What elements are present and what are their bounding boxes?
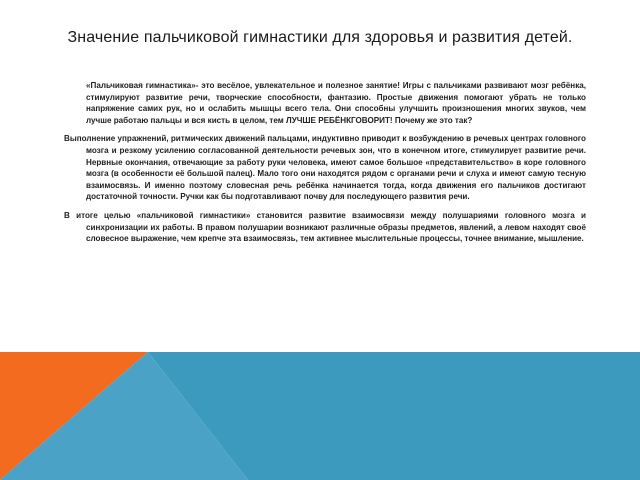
slide-title: Значение пальчиковой гимнастики для здоровья и развития детей. xyxy=(67,29,573,46)
slide-body xyxy=(64,80,586,252)
orange-triangle-shape xyxy=(0,352,148,480)
paragraph-2: Выполнение упражнений, ритмических движений пальцами, индуктивно приводит к возбуждению в речевых центрах головного мозга и резкому усилению согласованной деятельности речевых зон, что в конечном итоге, стимулирует развитие речи. Нервные окончания, отвечающие за работу руки человека, имеют самое большое «представительство» в коре головного мозга (в особенности её большой палец). Мало того они находятся рядом с органами речи и слуха и имеют самую тесную взаимосвязь. И именно поэтому словесная речь ребёнка начинается тогда, когда движения его пальчиков достигают достаточной точности. Ручки как бы подготавливают почву для последующего развития речи. xyxy=(64,134,586,202)
blue-band-shape xyxy=(148,352,640,480)
blue-wedge-shape xyxy=(0,352,248,480)
paragraph-3: В итоге целью «пальчиковой гимнастики» становится развитие взаимосвязи между полушариями головного мозга и синхронизации их работы. В правом полушарии возникают различные образы предметов, явлений, а левом находят своё словесное выражение, чем крепче эта взаимосвязь, тем активнее мыслительные процессы, точнее внимание, мышление. xyxy=(64,210,586,244)
paragraph-1: «Пальчиковая гимнастика»- это весёлое, увлекательное и полезное занятие! Игры с пальчиками развивают мозг ребёнка, стимулируют развитие речи, творческие способности, фантазию. Простые движения помогают убрать не только напряжение самих рук, но и ослабить мышцы всего тела. Они способны улучшить произношения многих звуков, чем лучше работаю пальцы и вся кисть в целом, тем ЛУЧШЕ РЕБЁНКГОВОРИТ! Почему же это так? xyxy=(86,81,586,125)
